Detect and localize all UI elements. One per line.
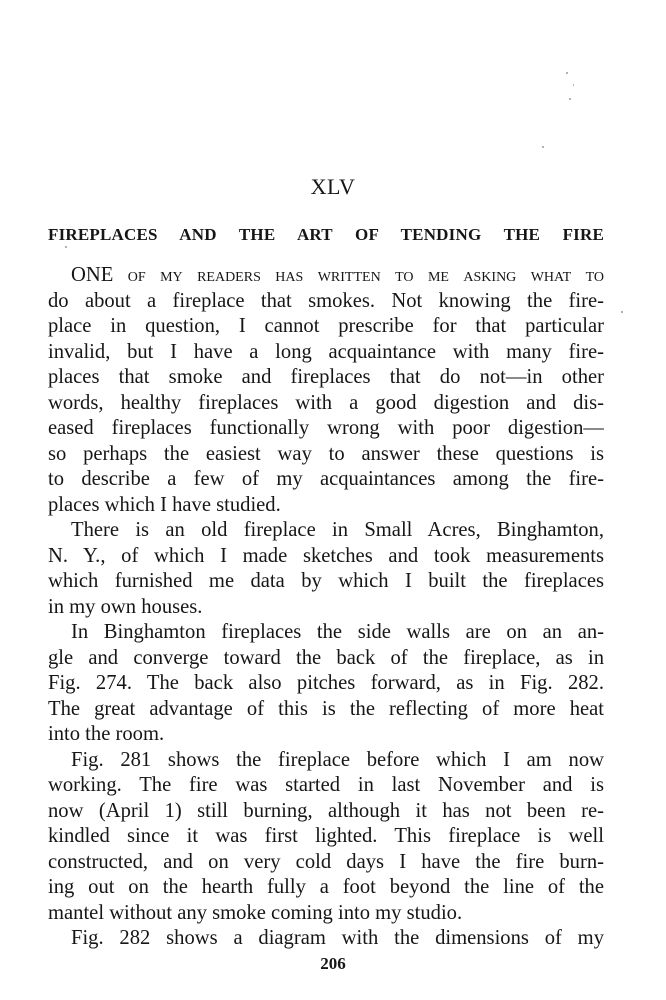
page-number: 206 xyxy=(320,954,346,973)
drop-word: ONE of my readers has written to me asking what to xyxy=(71,264,604,286)
text-line: eased fireplaces functionally wrong with poor digestion— xyxy=(48,417,604,439)
scan-speck xyxy=(566,72,568,74)
text-line: The great advantage of this is the reflecting of more heat xyxy=(48,697,604,720)
text-line: gle and converge toward the back of the fireplace, as in xyxy=(48,646,604,669)
text-line: constructed, and on very cold days I have the fire burn- xyxy=(48,850,604,873)
text-line: into the room. xyxy=(48,723,165,745)
text-line: Fig. 282 shows a diagram with the dimensions of my xyxy=(71,927,604,949)
text-line: In Binghamton fireplaces the side walls are on an an- xyxy=(71,621,604,643)
text-line: place in question, I cannot prescribe for that particular xyxy=(48,315,604,337)
text-line: now (April 1) still burning, although it has not been re- xyxy=(48,799,604,822)
text-line: Fig. 281 shows the fireplace before which I am now xyxy=(71,748,604,771)
text-line: to describe a few of my acquaintances among the fire- xyxy=(48,468,604,490)
scan-speck xyxy=(621,311,623,313)
text-line: working. The fire was started in last November and is xyxy=(48,774,604,796)
text-line: invalid, but I have a long acquaintance with many fire- xyxy=(48,340,604,363)
chapter-title: FIREPLACES AND THE ART OF TENDING THE FIRE xyxy=(48,225,604,244)
text-line: so perhaps the easiest way to answer these questions is xyxy=(48,442,604,465)
scan-speck xyxy=(542,146,544,148)
text-line: There is an old fireplace in Small Acres, Binghamton, xyxy=(71,519,604,541)
text-line: mantel without any smoke coming into my studio. xyxy=(48,901,463,924)
text-line: which furnished me data by which I built the fireplaces xyxy=(48,570,604,592)
scan-speck xyxy=(573,84,574,86)
scan-speck xyxy=(569,98,571,100)
text-line: Fig. 274. The back also pitches forward, as in Fig. 282. xyxy=(48,672,604,694)
chapter-number: XLV xyxy=(310,174,356,199)
text-line: do about a fireplace that smokes. Not knowing the fire- xyxy=(48,289,604,312)
body-text xyxy=(48,263,604,952)
text-line: words, healthy fireplaces with a good digestion and dis- xyxy=(48,391,604,414)
text-line: places which I have studied. xyxy=(48,493,281,516)
scan-speck xyxy=(65,246,67,248)
text-line: in my own houses. xyxy=(48,595,203,618)
text-line: ing out on the hearth fully a foot beyond the line of the xyxy=(48,876,604,898)
text-line: N. Y., of which I made sketches and took measurements xyxy=(48,544,604,567)
text-line: places that smoke and fireplaces that do not—in other xyxy=(48,366,604,388)
text-line xyxy=(48,263,604,289)
text-line: kindled since it was first lighted. This fireplace is well xyxy=(48,825,604,847)
